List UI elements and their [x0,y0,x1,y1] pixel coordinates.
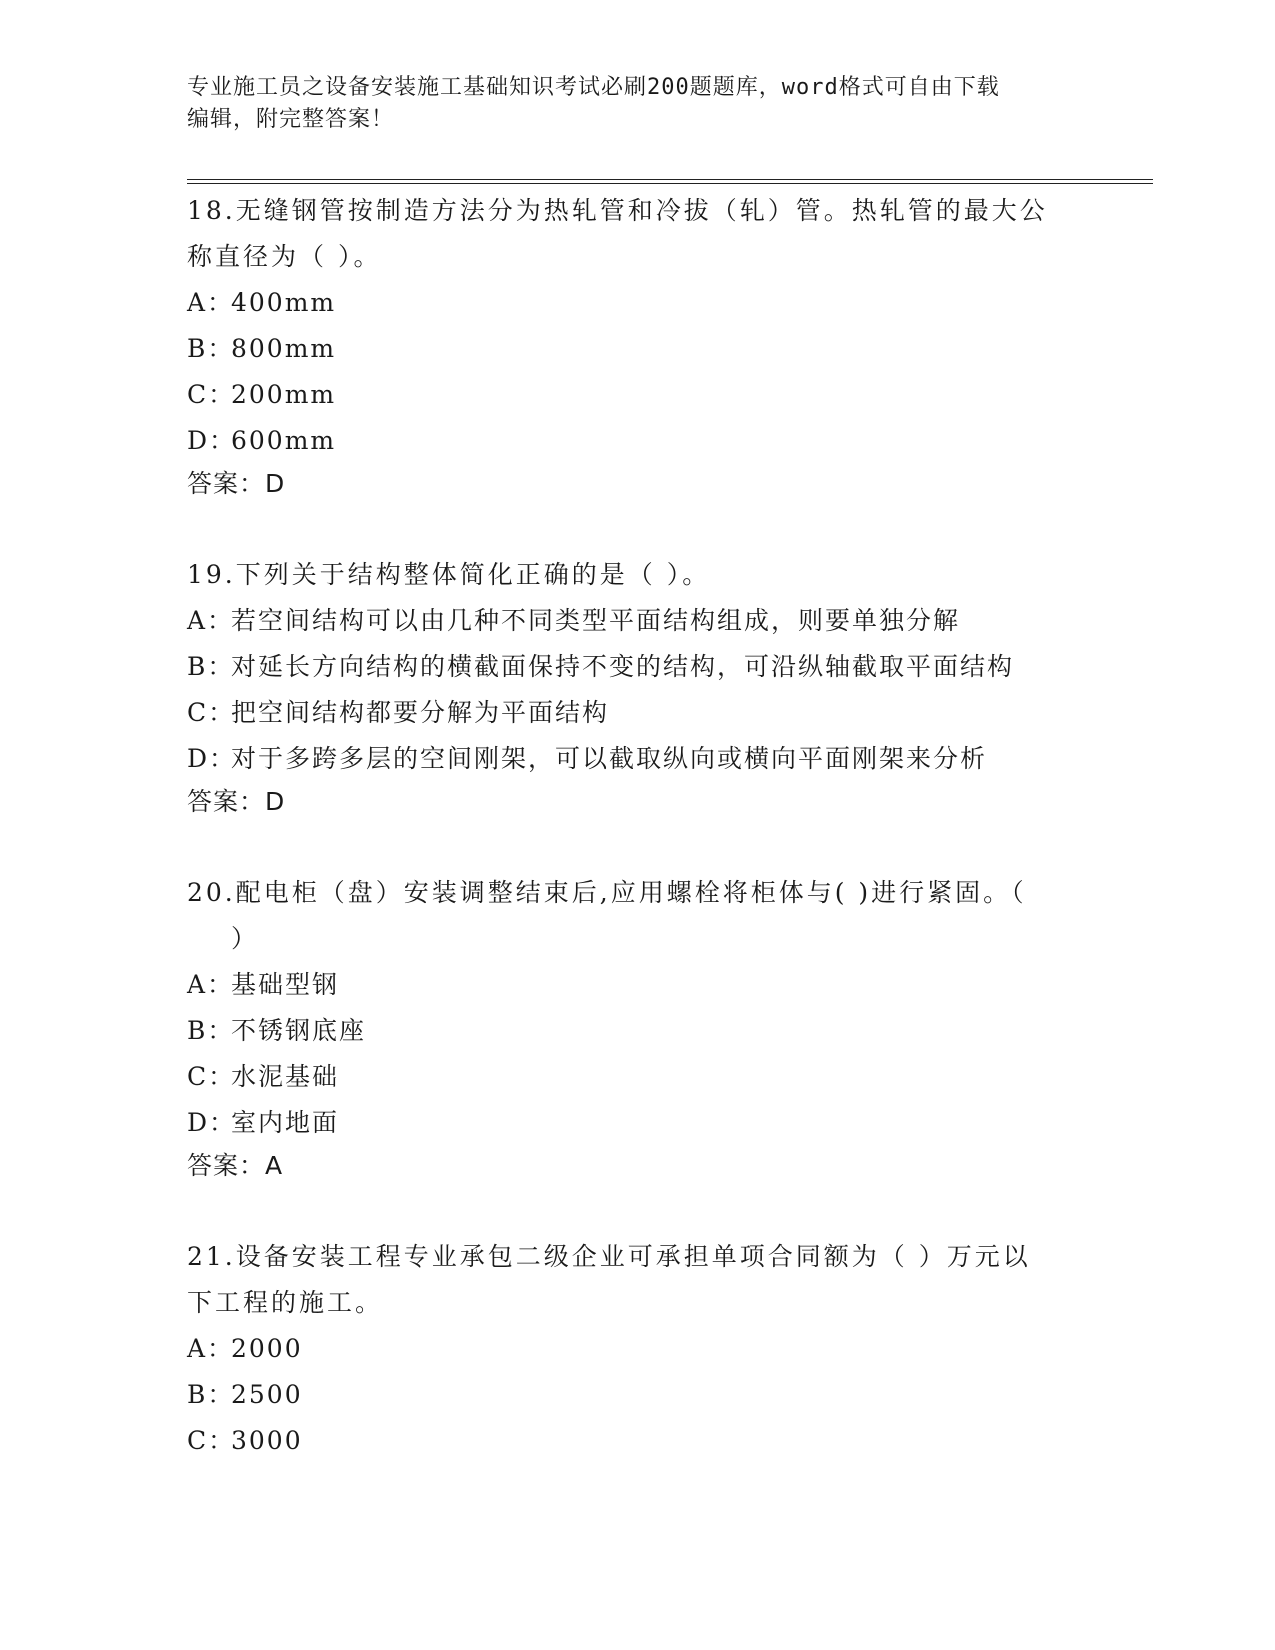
question-text-line-2: 称直径为（ ）。 [187,242,382,271]
question-text [187,552,1087,598]
option-text: 600mm [231,426,337,455]
option-b [187,326,1087,372]
answer: 答案：D [187,787,286,816]
question-number: 21. [187,1242,236,1271]
document-header [187,72,1087,136]
option-letter: D： [187,426,237,455]
option-letter: D： [187,1108,237,1137]
option-letter: B： [187,652,235,681]
option-letter: B： [187,1380,235,1409]
question-text [187,188,1087,280]
header-line-1: 专业施工员之设备安装施工基础知识考试必刷200题题库，word格式可自由下载 [187,75,1000,100]
question-list [187,188,1087,1464]
option-c [187,1418,1087,1464]
option-letter: C： [187,380,236,409]
question-18 [187,188,1087,504]
option-text: 2500 [231,1380,303,1409]
option-letter: C： [187,1426,236,1455]
option-text: 2000 [231,1334,303,1363]
option-text: 若空间结构可以由几种不同类型平面结构组成，则要单独分解 [231,606,961,635]
answer: 答案：D [187,469,286,498]
option-b [187,644,1087,690]
option-a [187,280,1087,326]
option-text: 对延长方向结构的横截面保持不变的结构，可沿纵轴截取平面结构 [231,652,1015,681]
answer: 答案：A [187,1151,284,1180]
option-text: 不锈钢底座 [231,1016,367,1045]
option-c [187,372,1087,418]
option-b [187,1008,1087,1054]
option-letter: A： [187,606,235,635]
option-a [187,1326,1087,1372]
option-letter: A： [187,970,235,999]
option-text: 基础型钢 [231,970,340,999]
option-letter: C： [187,1062,236,1091]
option-a [187,598,1087,644]
option-text: 400mm [231,288,337,317]
question-number: 18. [187,196,236,225]
option-c [187,1054,1087,1100]
question-19 [187,552,1087,822]
option-text: 200mm [231,380,337,409]
question-text [187,870,1087,962]
header-rule-top [187,179,1153,180]
question-20 [187,870,1087,1186]
question-text-line-2: ） [231,924,260,953]
option-d [187,1100,1087,1146]
option-letter: B： [187,334,235,363]
option-text: 室内地面 [231,1108,340,1137]
option-text: 把空间结构都要分解为平面结构 [231,698,610,727]
question-21 [187,1234,1087,1464]
option-a [187,962,1087,1008]
option-letter: B： [187,1016,235,1045]
option-c [187,690,1087,736]
question-number: 19. [187,560,236,589]
option-d [187,418,1087,464]
option-text: 对于多跨多层的空间刚架，可以截取纵向或横向平面刚架来分析 [231,744,988,773]
option-letter: A： [187,1334,235,1363]
option-b [187,1372,1087,1418]
header-rule-bottom [187,183,1153,184]
question-text [187,1234,1087,1326]
header-line-2: 编辑，附完整答案！ [187,107,395,132]
option-d [187,736,1087,782]
option-text: 水泥基础 [231,1062,340,1091]
option-letter: D： [187,744,237,773]
question-text-line-1: 设备安装工程专业承包二级企业可承担单项合同额为（ ）万元以 [235,1242,1031,1271]
option-text: 800mm [231,334,337,363]
question-text-line-1: 无缝钢管按制造方法分为热轧管和冷拔（轧）管。热轧管的最大公 [235,196,1048,225]
question-text-line-1: 配电柜（盘）安装调整结束后,应用螺栓将柜体与( )进行紧固。（ [235,878,1027,907]
question-text-line-2: 下工程的施工。 [187,1288,384,1317]
option-letter: A： [187,288,235,317]
question-text-line-1: 下列关于结构整体简化正确的是（ ）。 [235,560,711,589]
option-letter: C： [187,698,236,727]
question-number: 20. [187,878,236,907]
option-text: 3000 [231,1426,303,1455]
